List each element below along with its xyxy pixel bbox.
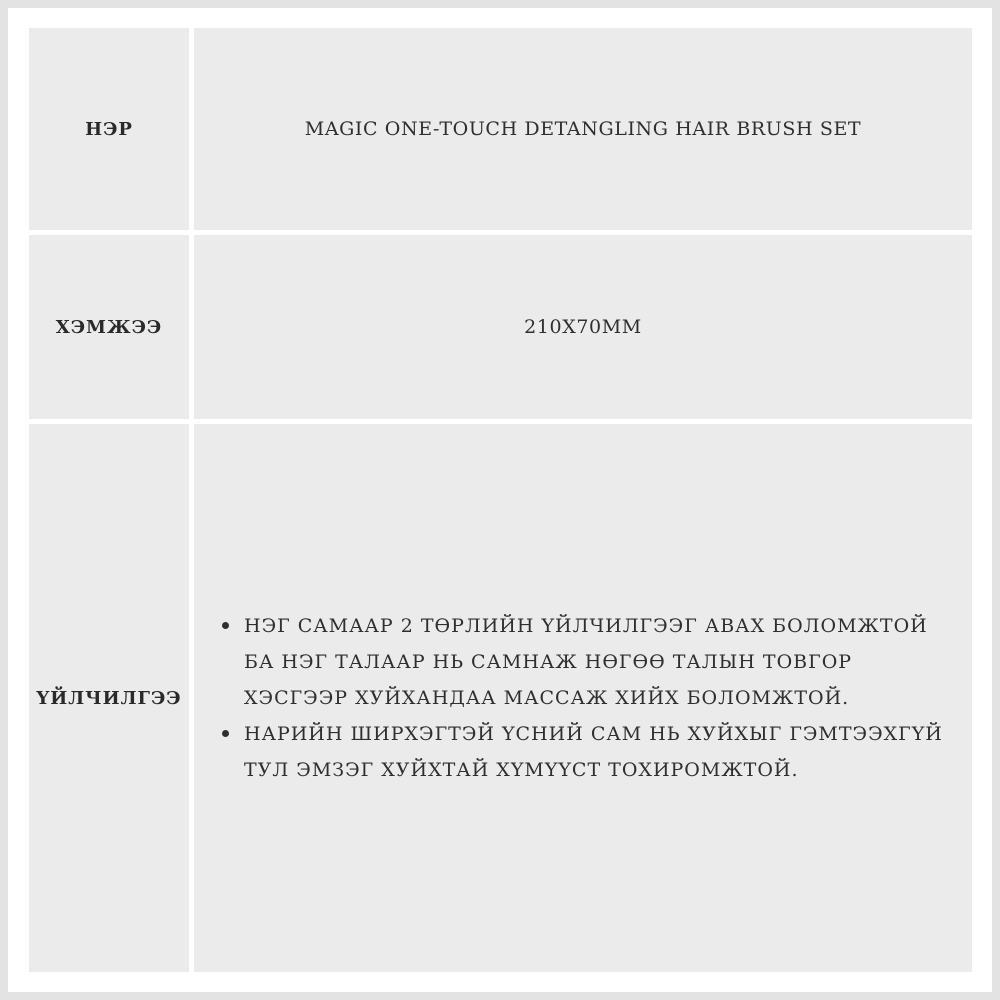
size-label-cell xyxy=(29,235,189,419)
bullet-dot-icon xyxy=(222,622,229,629)
usage-value-cell xyxy=(194,424,972,972)
usage-list-item xyxy=(244,716,944,788)
usage-list-item xyxy=(244,608,944,716)
product-name: MAGIC ONE-TOUCH DETANGLING HAIR BRUSH SET xyxy=(304,118,862,140)
size-label: ХЭМЖЭЭ xyxy=(55,316,163,338)
product-spec-table xyxy=(29,28,972,972)
product-size: 210X70MM xyxy=(524,316,642,338)
usage-item-text: НАРИЙН ШИРХЭГТЭЙ ҮСНИЙ САМ НЬ ХУЙХЫГ ГЭМТЭЭХГҮЙ ТУЛ ЭМЗЭГ ХУЙХТАЙ ХҮМҮҮСТ ТОХИРОМЖТОЙ. xyxy=(244,723,943,781)
name-label: НЭР xyxy=(85,118,133,140)
size-value-cell xyxy=(194,235,972,419)
usage-label: ҮЙЛЧИЛГЭЭ xyxy=(36,687,182,709)
name-label-cell xyxy=(29,28,189,230)
usage-list xyxy=(222,608,944,788)
bullet-dot-icon xyxy=(222,730,229,737)
name-value-cell xyxy=(194,28,972,230)
usage-item-text: НЭГ САМААР 2 ТӨРЛИЙН ҮЙЛЧИЛГЭЭГ АВАХ БОЛОМЖТОЙ БА НЭГ ТАЛААР НЬ САМНАЖ НӨГӨӨ ТАЛЫН ТОВГОР ХЭСГЭЭР ХУЙХАНДАА МАССАЖ ХИЙХ БОЛОМЖТОЙ. xyxy=(244,615,928,709)
usage-label-cell xyxy=(29,424,189,972)
